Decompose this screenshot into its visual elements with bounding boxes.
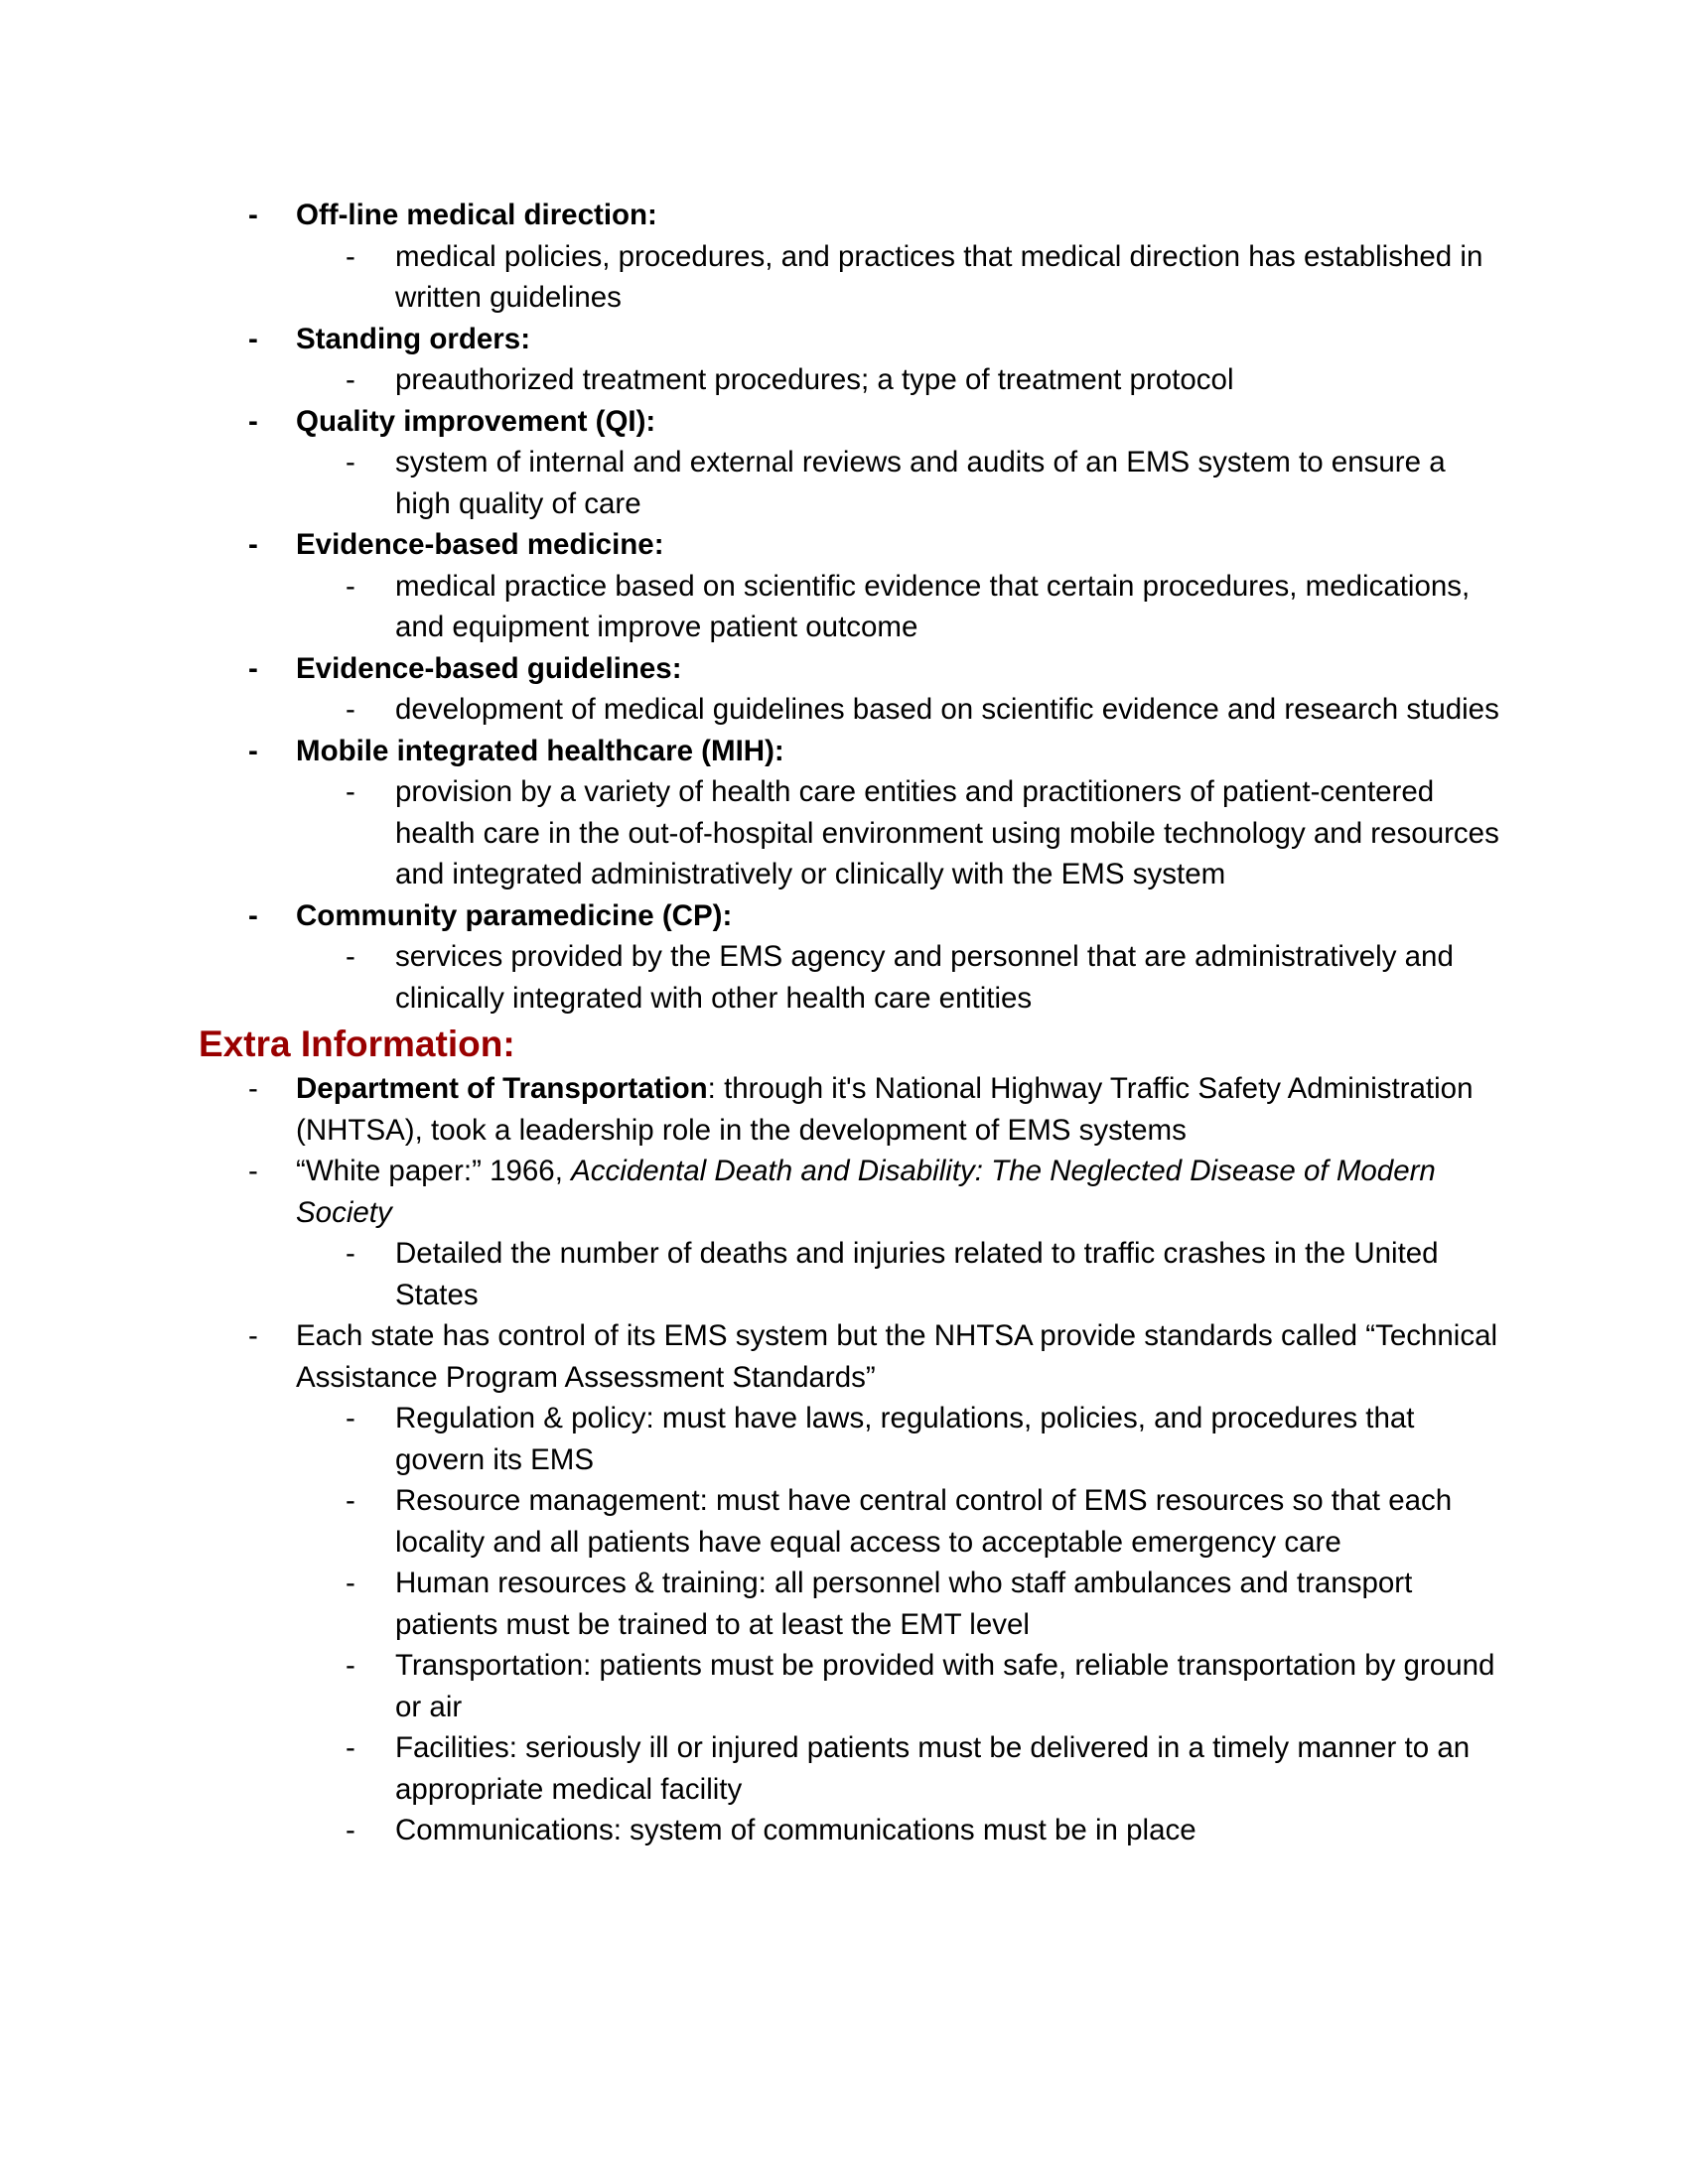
standard-text: Transportation: patients must be provided with safe, reliable transportation by ground or air (395, 1649, 1495, 1723)
term-item (199, 319, 1499, 360)
term-definition (199, 771, 1499, 895)
bullet-dash: - (248, 898, 258, 932)
standard-text: Resource management: must have central control of EMS resources so that each locality and all patients have equal access to acceptable emergency care (395, 1484, 1453, 1559)
dot-text: : through it's National Highway Traffic Safety Administration (NHTSA), took a leadership role in the development of EMS systems (296, 1072, 1474, 1147)
bullet-dash: - (346, 1402, 355, 1434)
bullet-dash: - (248, 1072, 258, 1105)
definition-text: services provided by the EMS agency and personnel that are administratively and clinically integrated with other health care entities (395, 940, 1454, 1015)
term-definition (199, 566, 1499, 648)
standard-text: Regulation & policy: must have laws, regulations, policies, and procedures that govern its EMS (395, 1402, 1415, 1476)
term-title: Mobile integrated healthcare (MIH): (296, 734, 784, 767)
term-definition (199, 359, 1499, 401)
white-paper-detail-text: Detailed the number of deaths and injuries related to traffic crashes in the United States (395, 1237, 1439, 1311)
definition-text: medical practice based on scientific evidence that certain procedures, medications, and equipment improve patient outcome (395, 569, 1471, 643)
bullet-dash: - (346, 693, 355, 726)
definition-text: development of medical guidelines based on scientific evidence and research studies (395, 693, 1499, 726)
term-item (199, 731, 1499, 772)
bullet-dash: - (346, 1814, 355, 1846)
dot-item (199, 1068, 1499, 1151)
standard-item (199, 1563, 1499, 1645)
term-definition (199, 236, 1499, 319)
term-item (199, 648, 1499, 690)
definition-text: system of internal and external reviews and audits of an EMS system to ensure a high quality of care (395, 446, 1446, 520)
term-definition (199, 689, 1499, 731)
bullet-dash: - (248, 651, 258, 685)
term-title: Off-line medical direction: (296, 199, 657, 231)
term-item (199, 195, 1499, 236)
bullet-dash: - (346, 1649, 355, 1682)
bullet-dash: - (248, 734, 258, 767)
bullet-dash: - (346, 569, 355, 603)
standard-item (199, 1398, 1499, 1480)
term-title: Quality improvement (QI): (296, 404, 656, 438)
standard-item (199, 1645, 1499, 1727)
definition-text: preauthorized treatment procedures; a type of treatment protocol (395, 363, 1234, 396)
bullet-dash: - (248, 322, 258, 355)
term-title: Evidence-based medicine: (296, 528, 664, 561)
term-definition (199, 442, 1499, 524)
white-paper-prefix: “White paper:” 1966, (296, 1155, 572, 1187)
term-item (199, 401, 1499, 443)
bullet-dash: - (248, 528, 258, 561)
white-paper-title: Accidental Death and Disability: The Neglected Disease of Modern Society (296, 1155, 1436, 1229)
term-title: Community paramedicine (CP): (296, 898, 733, 932)
bullet-dash: - (346, 1731, 355, 1764)
white-paper-detail (199, 1233, 1499, 1315)
bullet-dash: - (346, 1567, 355, 1599)
standards-item (199, 1315, 1499, 1398)
bullet-dash: - (248, 1155, 258, 1187)
term-item (199, 524, 1499, 566)
definition-text: provision by a variety of health care entities and practitioners of patient-centered health care in the out-of-hospital environment using mobile technology and resources and integrated administratively or clinically with the EMS system (395, 775, 1499, 890)
bullet-dash: - (248, 404, 258, 438)
term-definition (199, 936, 1499, 1019)
bullet-dash: - (346, 446, 355, 478)
bullet-dash: - (248, 199, 258, 231)
standard-text: Human resources & training: all personnel who staff ambulances and transport patients must be trained to at least the EMT level (395, 1567, 1413, 1641)
standard-text: Facilities: seriously ill or injured patients must be delivered in a timely manner to an appropriate medical facility (395, 1731, 1471, 1806)
extra-info-heading: Extra Information: (199, 1024, 515, 1064)
bullet-dash: - (248, 1319, 258, 1352)
term-item (199, 895, 1499, 937)
dot-title: Department of Transportation (296, 1072, 708, 1105)
bullet-dash: - (346, 940, 355, 973)
standard-item (199, 1810, 1499, 1851)
standard-text: Communications: system of communications must be in place (395, 1814, 1196, 1846)
bullet-dash: - (346, 239, 355, 273)
definition-text: medical policies, procedures, and practices that medical direction has established in written guidelines (395, 239, 1483, 314)
term-title: Evidence-based guidelines: (296, 651, 682, 685)
bullet-dash: - (346, 775, 355, 808)
standards-text: Each state has control of its EMS system but the NHTSA provide standards called “Technical Assistance Program Assessment Standards” (296, 1319, 1498, 1394)
term-title: Standing orders: (296, 322, 531, 355)
bullet-dash: - (346, 363, 355, 396)
white-paper-item (199, 1151, 1499, 1233)
standard-item (199, 1727, 1499, 1810)
bullet-dash: - (346, 1237, 355, 1270)
bullet-dash: - (346, 1484, 355, 1517)
standard-item (199, 1480, 1499, 1563)
notes-content (199, 195, 1499, 1851)
